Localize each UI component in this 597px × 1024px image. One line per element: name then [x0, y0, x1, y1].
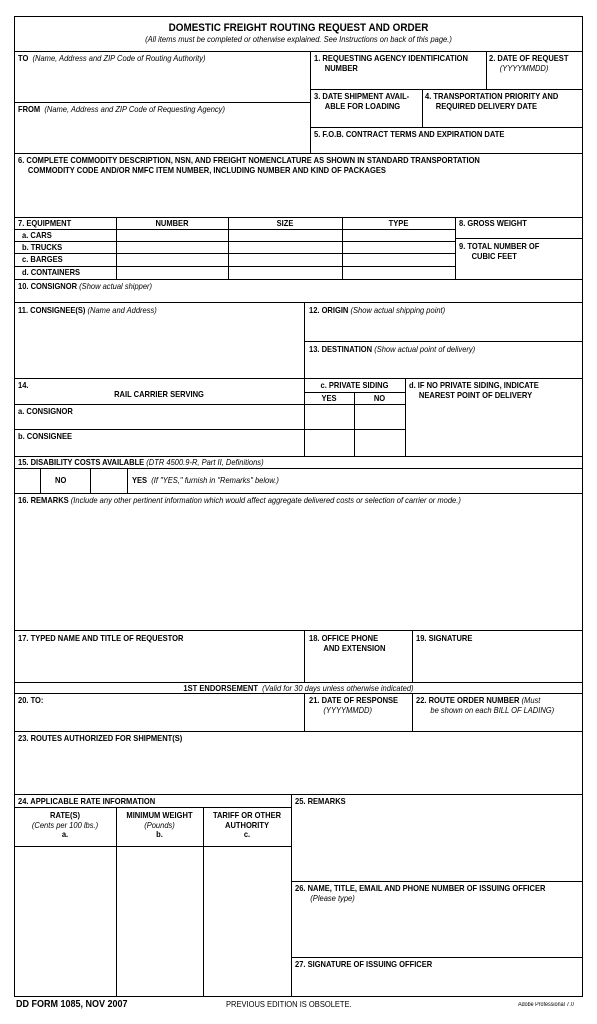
siding-no-header: NO	[373, 393, 386, 403]
rate-col-title: RATE(S)	[49, 810, 81, 820]
origin-field[interactable]	[309, 306, 445, 316]
form-subtitle: (All items must be completed or otherwise explained. See Instructions on back of this page.)	[145, 34, 452, 44]
item21-hint: (YYYYMMDD)	[323, 704, 372, 715]
item27-label: 27. SIGNATURE OF ISSUING OFFICER	[295, 959, 433, 969]
item9-label-line2: CUBIC FEET	[471, 250, 517, 261]
tariff-column[interactable]	[207, 811, 286, 840]
route-order-number-field[interactable]	[416, 696, 554, 715]
item17-label: 17. TYPED NAME AND TITLE OF REQUESTOR	[18, 633, 184, 643]
nearest-delivery-field[interactable]	[409, 381, 539, 400]
equipment-row-containers: d. CONTAINERS	[22, 267, 81, 277]
item13-label: 13. DESTINATION	[309, 344, 373, 354]
disability-costs-heading	[18, 458, 264, 468]
item10-hint: (Show actual shipper)	[79, 281, 153, 291]
item18-label-line2: AND EXTENSION	[323, 642, 386, 653]
endorsement-heading	[42, 684, 554, 694]
item10-label: 10. CONSIGNOR	[18, 281, 78, 291]
item7-label: 7. EQUIPMENT	[18, 218, 72, 228]
endorsement-label: 1ST ENDORSEMENT	[183, 683, 258, 693]
fob-terms-field[interactable]	[314, 130, 504, 140]
tariff-col-title: TARIFF OR OTHER	[212, 810, 282, 820]
item22-label: 22. ROUTE ORDER NUMBER	[416, 695, 520, 705]
item5-label: 5. F.O.B. CONTRACT TERMS AND EXPIRATION DATE	[314, 129, 505, 139]
destination-field[interactable]	[309, 345, 475, 355]
consignor-field[interactable]	[18, 282, 152, 292]
edition-notice: PREVIOUS EDITION IS OBSOLETE.	[226, 999, 352, 1009]
gross-weight-field[interactable]	[459, 219, 527, 229]
item21-label: 21. DATE OF RESPONSE	[309, 695, 399, 705]
disability-yes-hint: (If "YES," furnish in "Remarks" below.)	[151, 475, 279, 485]
signature-field[interactable]	[416, 634, 472, 644]
date-shipment-available-field[interactable]	[314, 92, 409, 111]
item16-label: 16. REMARKS	[18, 495, 69, 505]
remarks-field[interactable]	[18, 496, 461, 506]
item12-label: 12. ORIGIN	[309, 305, 349, 315]
item26-label: 26. NAME, TITLE, EMAIL AND PHONE NUMBER OF ISSUING OFFICER	[295, 883, 546, 893]
tariff-col-letter: c.	[243, 829, 251, 840]
item23-label: 23. ROUTES AUTHORIZED FOR SHIPMENT(S)	[18, 733, 183, 743]
commodity-description-field[interactable]	[18, 156, 480, 175]
disability-no-option[interactable]: NO	[55, 475, 67, 485]
item1-label-line2: NUMBER	[324, 62, 358, 73]
item9-label: 9. TOTAL NUMBER OF	[459, 241, 540, 251]
item15-label: 15. DISABILITY COSTS AVAILABLE	[18, 457, 145, 467]
item26-hint: (Please type)	[310, 892, 355, 903]
item13-hint: (Show actual point of delivery)	[374, 344, 476, 354]
consignee-field[interactable]	[18, 306, 157, 316]
disability-yes-label: YES	[132, 475, 148, 485]
item14d-label: d. IF NO PRIVATE SIDING, INDICATE	[409, 380, 539, 390]
item4-label: 4. TRANSPORTATION PRIORITY AND	[425, 91, 559, 101]
item4-label-line2: REQUIRED DELIVERY DATE	[435, 100, 538, 111]
item8-label: 8. GROSS WEIGHT	[459, 218, 527, 228]
to-hint: (Name, Address and ZIP Code of Routing Authority)	[32, 53, 206, 63]
item11-hint: (Name and Address)	[87, 305, 157, 315]
officer-remarks-field[interactable]	[295, 797, 346, 807]
from-hint: (Name, Address and ZIP Code of Requesting Agency)	[44, 104, 225, 114]
rate-column[interactable]	[19, 811, 111, 840]
item11-label: 11. CONSIGNEE(S)	[18, 305, 86, 315]
item3-label: 3. DATE SHIPMENT AVAIL-	[314, 91, 410, 101]
issuing-officer-info-field[interactable]	[295, 884, 545, 903]
minweight-col-hint: (Pounds)	[144, 819, 175, 830]
minimum-weight-column[interactable]	[120, 811, 198, 840]
endorsement-to-field[interactable]	[18, 696, 43, 706]
office-phone-field[interactable]	[309, 634, 385, 653]
item15-hint: (DTR 4500.9-R, Part II, Definitions)	[146, 457, 264, 467]
item14-number: 14.	[18, 380, 29, 390]
item20-label: 20. TO:	[18, 695, 44, 705]
tariff-col-title-line2: AUTHORITY	[225, 819, 269, 830]
minweight-col-letter: b.	[156, 829, 163, 840]
rail-consignor-field[interactable]: a. CONSIGNOR	[18, 406, 73, 416]
form-title: DOMESTIC FREIGHT ROUTING REQUEST AND ORDER	[168, 22, 429, 34]
item16-hint: (Include any other pertinent information which would affect aggregate delivered costs or selection of carrier or mode.)	[70, 495, 461, 505]
item22-hint: (Must	[521, 695, 541, 705]
item25-label: 25. REMARKS	[295, 796, 346, 806]
disability-yes-option[interactable]	[132, 476, 279, 486]
item6-label: 6. COMPLETE COMMODITY DESCRIPTION, NSN, AND FREIGHT NOMENCLATURE AS SHOWN IN STANDARD TRANSPORTATION	[18, 155, 480, 165]
equipment-row-trucks: b. TRUCKS	[22, 242, 63, 252]
col-size-header: SIZE	[276, 218, 294, 228]
issuing-officer-signature-field[interactable]	[295, 960, 432, 970]
item24-label: 24. APPLICABLE RATE INFORMATION	[18, 796, 156, 806]
date-of-request-field[interactable]	[489, 54, 568, 73]
item14d-label-line2: NEAREST POINT OF DELIVERY	[418, 389, 533, 400]
rate-col-hint: (Cents per 100 lbs.)	[31, 819, 99, 830]
item2-hint: (YYYYMMDD)	[499, 62, 549, 73]
form-id: DD FORM 1085, NOV 2007	[16, 999, 128, 1010]
item18-label: 18. OFFICE PHONE	[309, 633, 379, 643]
item22-hint-line2: be shown on each BILL OF LADING)	[430, 704, 555, 715]
item12-hint: (Show actual shipping point)	[350, 305, 446, 315]
agency-id-field[interactable]	[314, 54, 468, 73]
private-siding-header: c. PRIVATE SIDING	[320, 380, 389, 390]
col-type-header: TYPE	[388, 218, 409, 228]
endorsement-hint: (Valid for 30 days unless otherwise indicated)	[262, 683, 414, 693]
item3-label-line2: ABLE FOR LOADING	[324, 100, 401, 111]
date-of-response-field[interactable]	[309, 696, 398, 715]
item2-label: 2. DATE OF REQUEST	[489, 53, 569, 63]
from-field[interactable]	[18, 105, 225, 115]
routes-authorized-field[interactable]	[18, 734, 182, 744]
minweight-col-title: MINIMUM WEIGHT	[126, 810, 193, 820]
col-number-header: NUMBER	[155, 218, 189, 228]
rail-consignee-field[interactable]: b. CONSIGNEE	[18, 431, 73, 441]
rate-col-letter: a.	[61, 829, 69, 840]
equipment-row-barges: c. BARGES	[22, 254, 63, 264]
siding-yes-header: YES	[321, 393, 337, 403]
from-label: FROM	[18, 104, 41, 114]
to-label: TO	[18, 53, 29, 63]
to-field[interactable]	[18, 54, 206, 64]
item19-label: 19. SIGNATURE	[416, 633, 473, 643]
equipment-row-cars: a. CARS	[22, 230, 52, 240]
software-credit: Adobe Professional 7.0	[518, 1002, 574, 1008]
requestor-name-field[interactable]	[18, 634, 183, 644]
item1-label: 1. REQUESTING AGENCY IDENTIFICATION	[314, 53, 468, 63]
rail-carrier-heading: RAIL CARRIER SERVING	[114, 389, 204, 399]
transportation-priority-field[interactable]	[425, 92, 558, 111]
cubic-feet-field[interactable]	[459, 242, 539, 261]
item6-label-line2: COMMODITY CODE AND/OR NMFC ITEM NUMBER, INCLUDING NUMBER AND KIND OF PACKAGES	[27, 164, 386, 175]
